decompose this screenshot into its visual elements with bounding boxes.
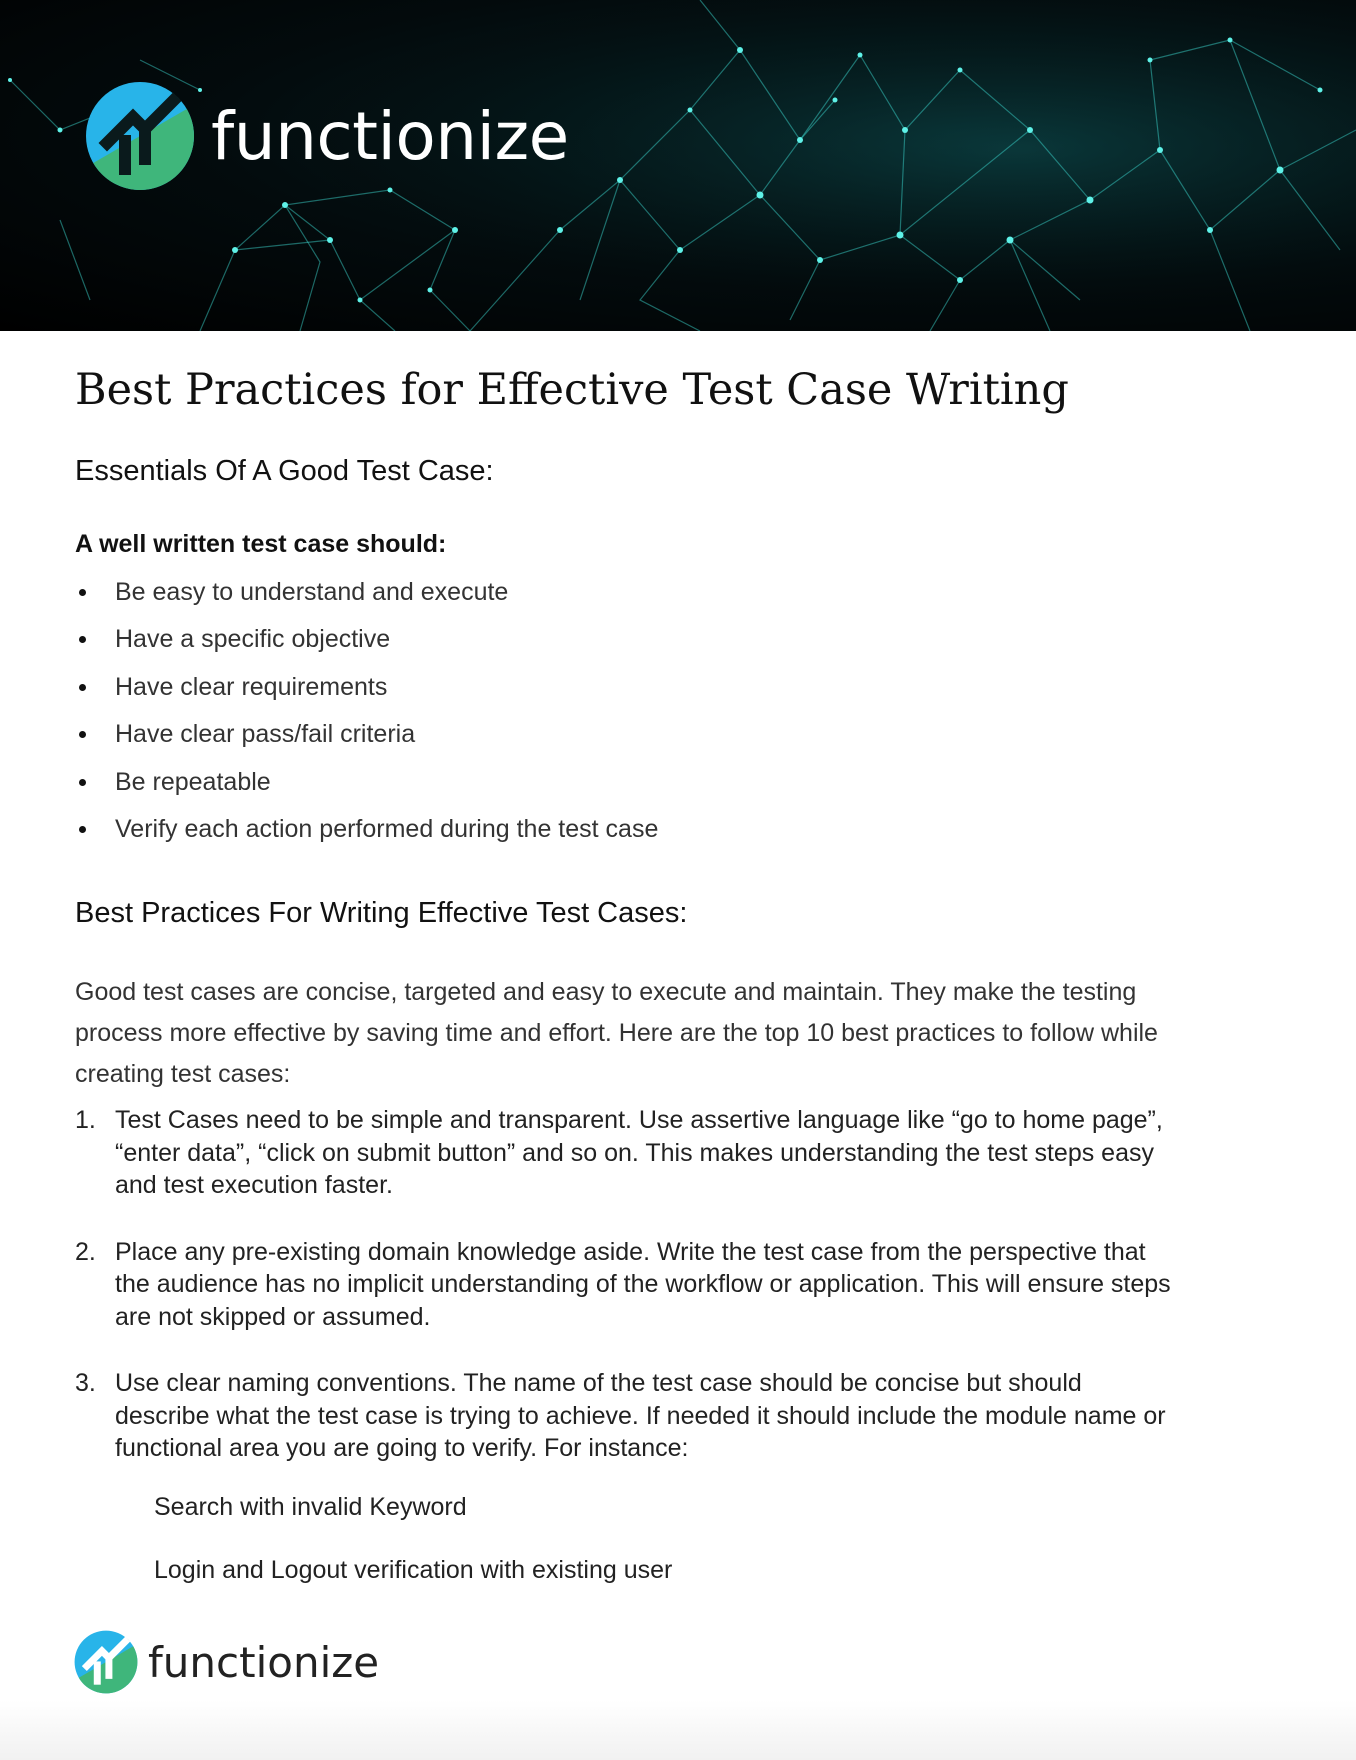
page-title: Best Practices for Effective Test Case Writing	[75, 365, 1069, 415]
step-item	[75, 1236, 1175, 1334]
list-item: Have clear requirements	[75, 668, 658, 715]
page-bottom-edge	[0, 1700, 1356, 1760]
header-logo	[85, 81, 569, 191]
list-item: Verify each action performed during the test case	[75, 810, 658, 857]
step-number: 1.	[75, 1106, 96, 1134]
list-item: Be repeatable	[75, 763, 658, 810]
step-text: Use clear naming conventions. The name of the test case should be concise but should describe what the test case is trying to achieve. If needed it should include the module name or functional area you are going to verify. For instance:	[115, 1369, 1166, 1462]
list-item: Be easy to understand and execute	[75, 573, 658, 620]
list-item: Have a specific objective	[75, 620, 658, 667]
step-item	[75, 1367, 1175, 1465]
list-item: Have clear pass/fail criteria	[75, 715, 658, 762]
brand-wordmark: functionize	[211, 97, 569, 175]
step-text: Place any pre-existing domain knowledge aside. Write the test case from the perspective that the audience has no implicit understanding of the workflow or application. This will ensure steps are not skipped or assumed.	[115, 1237, 1171, 1331]
practices-heading: Best Practices For Writing Effective Test Cases:	[75, 897, 688, 929]
step-number: 3.	[75, 1369, 96, 1397]
logo-icon	[74, 1630, 138, 1694]
header-banner	[0, 0, 1356, 331]
example-item: Login and Logout verification with existing user	[154, 1556, 673, 1584]
footer-logo	[74, 1630, 379, 1694]
practices-steps	[75, 1104, 1175, 1499]
step-text: Test Cases need to be simple and transparent. Use assertive language like “go to home page”, “enter data”, “click on submit button” and so on. This makes understanding the test steps easy and test execution faster.	[115, 1106, 1163, 1199]
example-item: Search with invalid Keyword	[154, 1493, 467, 1521]
step-item	[75, 1104, 1175, 1202]
step-number: 2.	[75, 1237, 96, 1266]
essentials-lead: A well written test case should:	[75, 530, 447, 558]
logo-icon	[85, 81, 195, 191]
essentials-list	[75, 573, 658, 857]
essentials-heading: Essentials Of A Good Test Case:	[75, 455, 494, 487]
brand-wordmark: functionize	[148, 1637, 380, 1687]
practices-intro: Good test cases are concise, targeted and easy to execute and maintain. They make the testing process more effective by saving time and effort. Here are the top 10 best practices to follow while creating test cases:	[75, 978, 1158, 1088]
